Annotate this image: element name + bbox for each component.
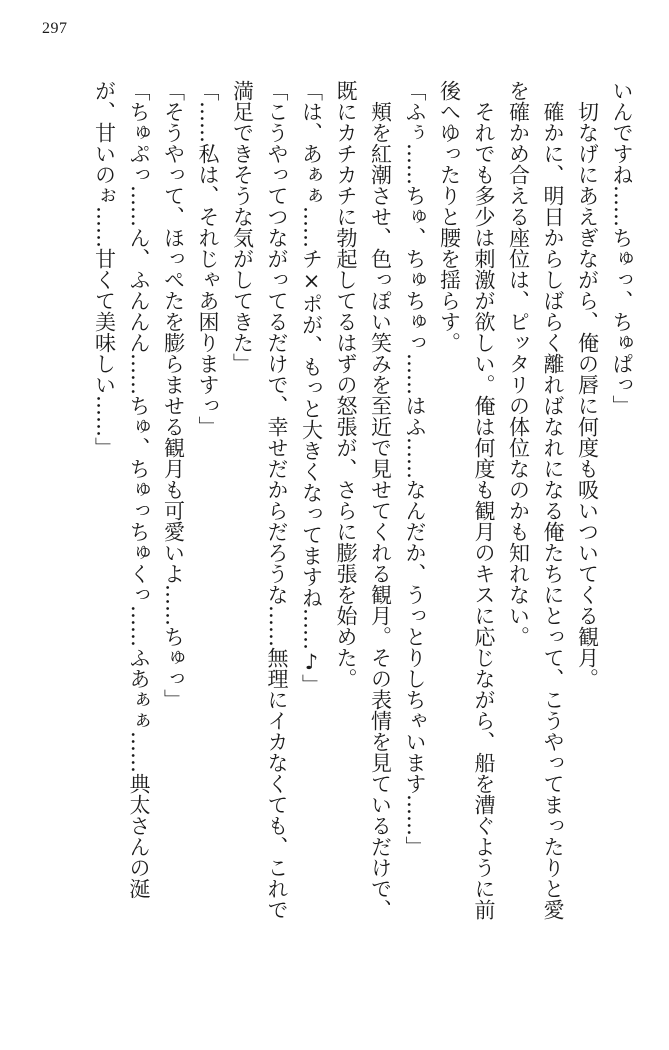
text-line: いんですね……ちゅっ、ちゅぱっ」: [610, 80, 634, 416]
text-line: 確かに、明日からしばらく離ればなれになる俺たちにとって、こうやってまったりと愛: [541, 80, 565, 920]
text-line: が、甘いのぉ……甘くて美味しい……」: [92, 80, 117, 458]
text-line: 満足できそうな気がしてきた」: [230, 80, 255, 374]
text-line: それでも多少は刺激が欲しい。俺は何度も観月のキスに応じながら、船を漕ぐように前: [472, 80, 496, 920]
text-line: 既にカチカチに勃起してるはずの怒張が、さらに膨張を始めた。: [334, 80, 358, 689]
text-line: 後へゆったりと腰を揺らす。: [437, 80, 462, 353]
page-number: 297: [42, 20, 68, 37]
text-line: 「は、あぁぁ……チ×ポが、もっと大きくなってますね……♪」: [299, 80, 324, 695]
text-line: 頬を紅潮させ、色っぽい笑みを至近で見せてくれる観月。その表情を見ているだけで、: [368, 80, 393, 920]
text-line: 「こうやってつながってるだけで、幸せだからだろうな……無理にイカなくても、これで: [265, 80, 289, 920]
text-line: を確かめ合える座位は、ピッタリの体位なのかも知れない。: [506, 80, 531, 647]
text-line: 「そうやって、ほっぺたを膨らませる観月も可愛いよ……ちゅっ」: [161, 80, 186, 710]
text-line: 「……私は、それじゃあ困りますっ」: [196, 80, 220, 437]
text-line: 切なげにあえぎながら、俺の唇に何度も吸いついてくる観月。: [575, 80, 600, 689]
text-line: 「ふぅ……ちゅ、ちゅちゅっ……はふ……なんだか、うっとりしちゃいます……」: [403, 80, 427, 857]
text-line: 「ちゅぷっ……ん、ふんんん……ちゅ、ちゅっちゅくっ……ふあぁぁ……典太さんの涎: [127, 80, 151, 899]
vertical-text-body: [39, 80, 639, 1040]
